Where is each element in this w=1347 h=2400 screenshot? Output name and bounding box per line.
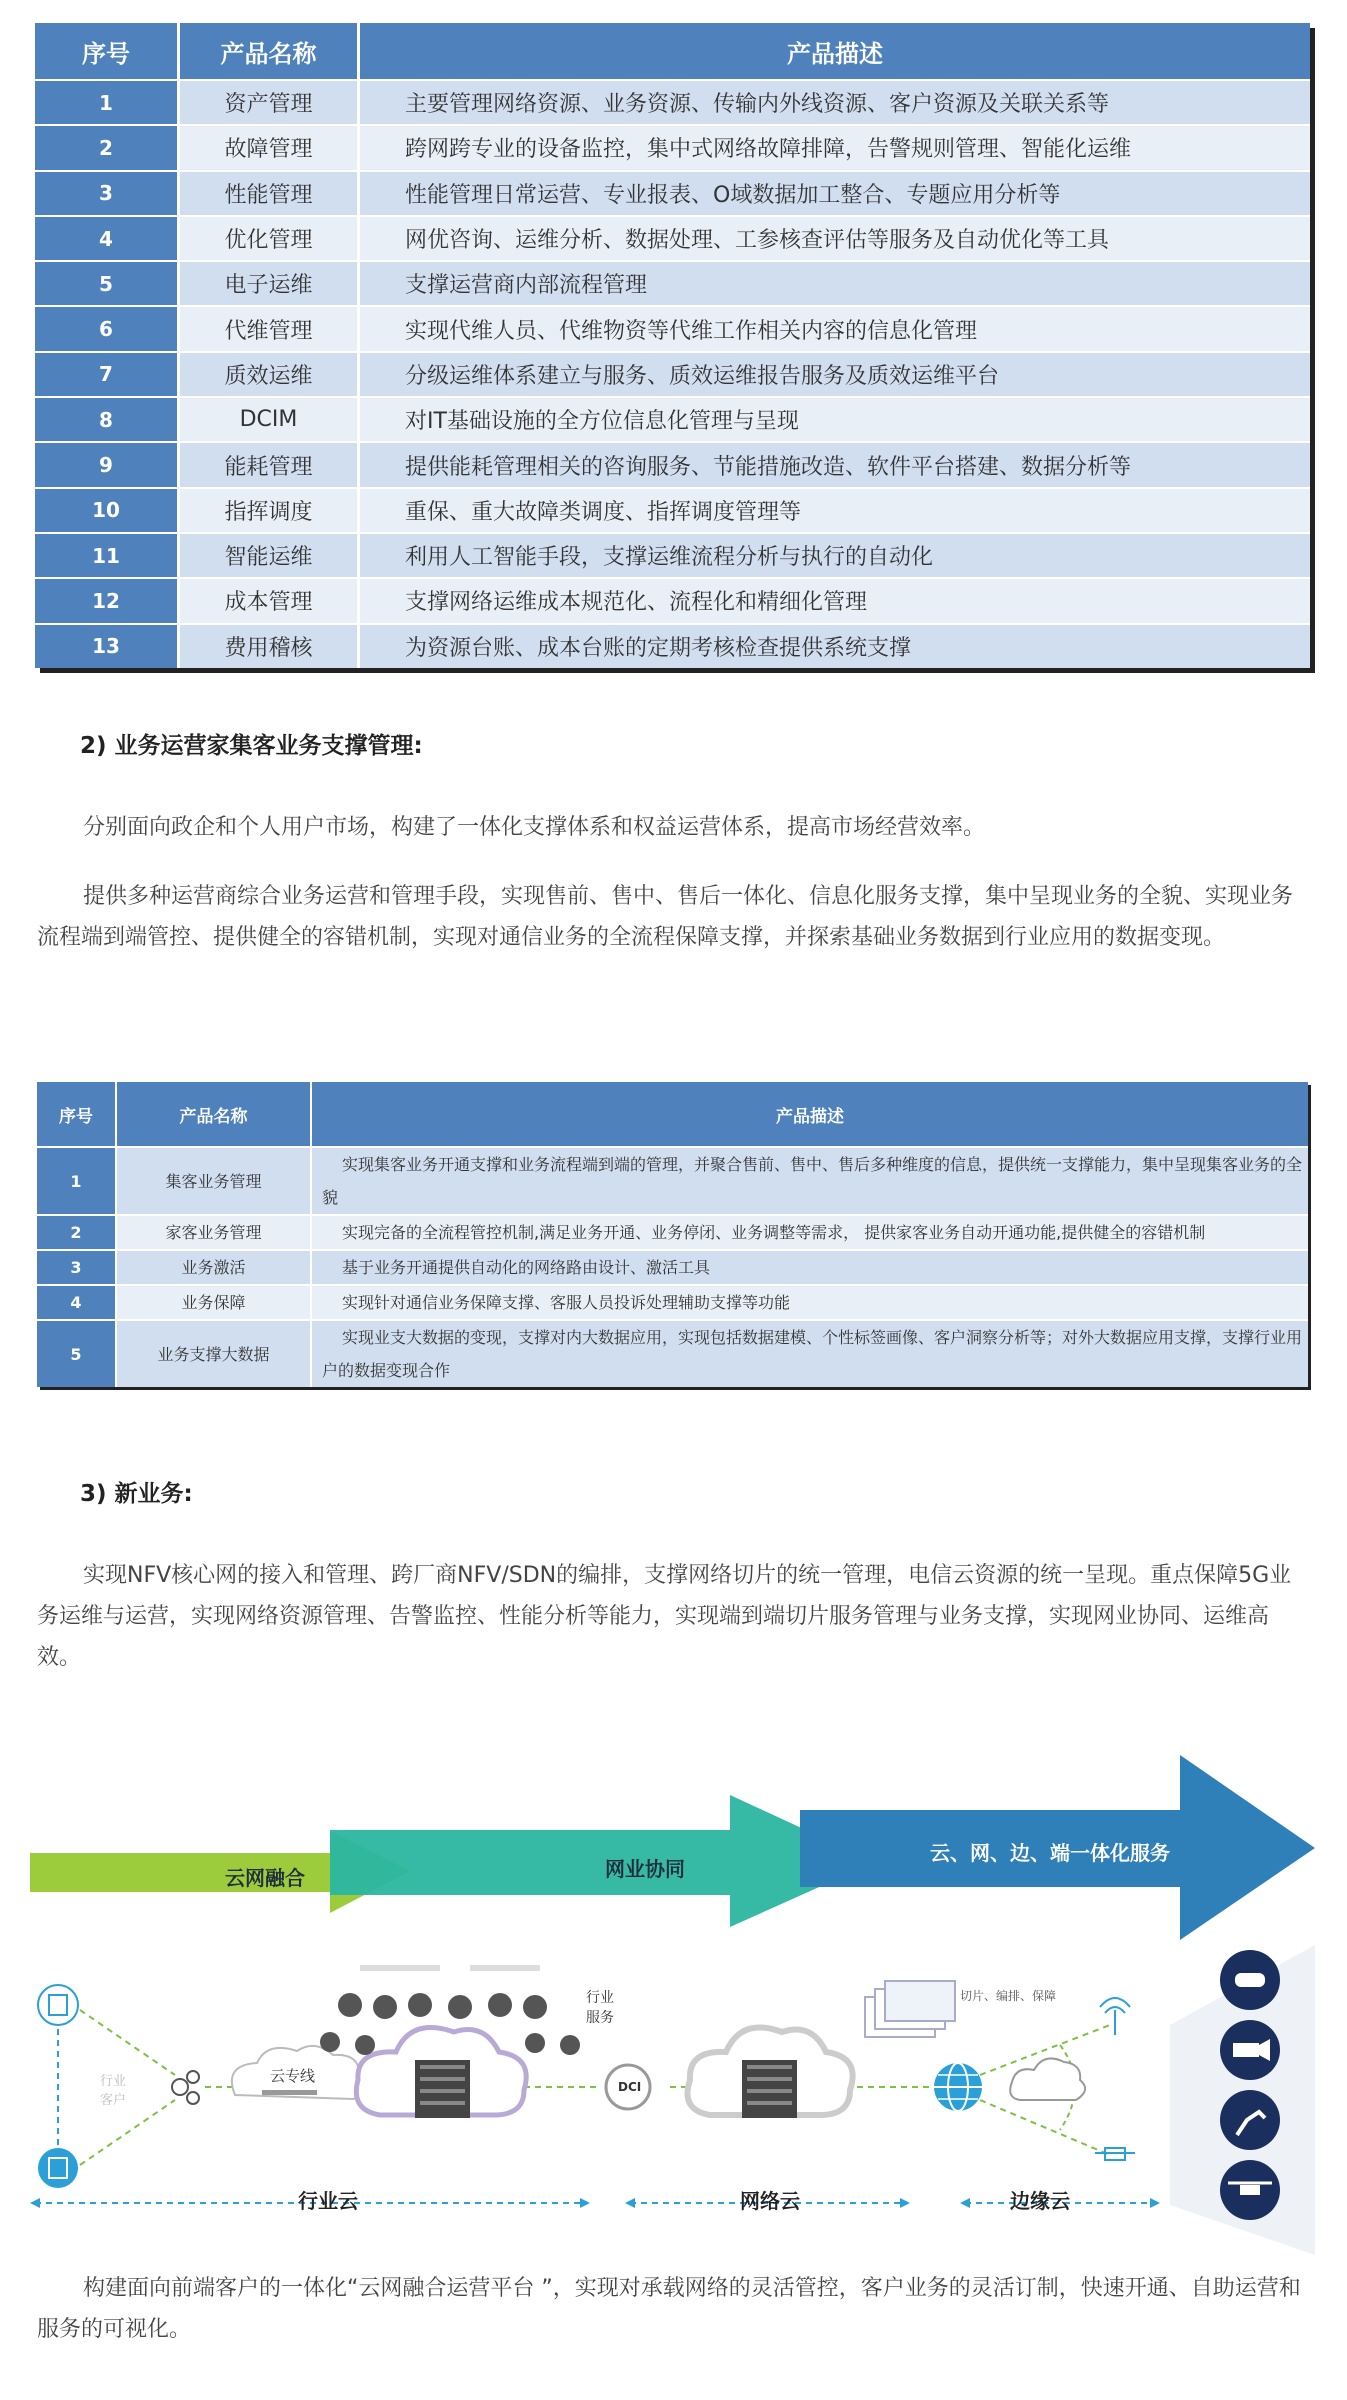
industry-customer-label: 行业 客户 — [100, 2074, 127, 2108]
table-row — [37, 1249, 1308, 1284]
cell-desc: 跨网跨专业的设备监控，集中式网络故障排障，告警规则管理、智能化运维 — [360, 124, 1310, 169]
table-row — [37, 1284, 1308, 1319]
cell-desc: 实现集客业务开通支撑和业务流程端到端的管理，并聚合售前、售中、售后多种维度的信息，提供统一支撑能力，集中呈现集客业务的全貌 — [312, 1146, 1308, 1214]
product-table-1 — [35, 23, 1310, 668]
cell-num: 5 — [37, 1319, 117, 1387]
cell-num: 11 — [35, 532, 180, 577]
cell-desc: 主要管理网络资源、业务资源、传输内外线资源、客户资源及关联关系等 — [360, 79, 1310, 124]
industry-service-label: 行业 服务 — [586, 1990, 614, 2026]
col-header-name: 产品名称 — [180, 23, 360, 79]
cell-num: 7 — [35, 351, 180, 396]
col-header-num: 序号 — [37, 1082, 117, 1146]
cell-num: 3 — [37, 1249, 117, 1284]
diagram-graphics — [30, 1755, 1315, 2255]
table-row — [37, 1319, 1308, 1387]
cell-name: 优化管理 — [180, 215, 360, 260]
cell-desc: 实现完备的全流程管控机制,满足业务开通、业务停闭、业务调整等需求， 提供家客业务自动开通功能,提供健全的容错机制 — [312, 1214, 1308, 1249]
cell-name: 费用稽核 — [180, 623, 360, 668]
antenna-icon — [1100, 1998, 1130, 2035]
cell-name: 业务保障 — [117, 1284, 312, 1319]
cell-desc: 实现代维人员、代维物资等代维工作相关内容的信息化管理 — [360, 305, 1310, 350]
cell-name: 电子运维 — [180, 260, 360, 305]
arrow-label-synergy: 网业协同 — [605, 1857, 685, 1881]
product-table-2 — [37, 1082, 1308, 1387]
cloud-line-label: 云专线 — [270, 2067, 316, 2085]
cell-num: 10 — [35, 487, 180, 532]
arrow-label-fusion: 云网融合 — [225, 1866, 305, 1890]
table-row — [35, 170, 1310, 215]
arrow-network-business-synergy — [330, 1795, 875, 1927]
cell-num: 1 — [35, 79, 180, 124]
cell-desc: 提供能耗管理相关的咨询服务、节能措施改造、软件平台搭建、数据分析等 — [360, 441, 1310, 486]
table-row — [35, 441, 1310, 486]
cell-name: 家客业务管理 — [117, 1214, 312, 1249]
cell-name: 故障管理 — [180, 124, 360, 169]
col-header-name: 产品名称 — [117, 1082, 312, 1146]
drone-small-icon — [1095, 2148, 1135, 2160]
closing-paragraph: 构建面向前端客户的一体化“云网融合运营平台 ”，实现对承载网络的灵活管控，客户业务的灵活订制，快速开通、自助运营和服务的可视化。 — [37, 2276, 1301, 2342]
industry-cloud-label: 行业云 — [298, 2189, 358, 2213]
table-row — [35, 79, 1310, 124]
cell-name: 质效运维 — [180, 351, 360, 396]
cell-name: 能耗管理 — [180, 441, 360, 486]
table-row — [37, 1214, 1308, 1249]
cell-num: 13 — [35, 623, 180, 668]
cell-desc: 重保、重大故障类调度、指挥调度管理等 — [360, 487, 1310, 532]
cell-desc: 性能管理日常运营、专业报表、O域数据加工整合、专题应用分析等 — [360, 170, 1310, 215]
cell-num: 9 — [35, 441, 180, 486]
cell-name: DCIM — [180, 396, 360, 441]
cell-desc: 实现业支大数据的变现，支撑对内大数据应用，实现包括数据建模、个性标签画像、客户洞察分析等；对外大数据应用支撑，支撑行业用户的数据变现合作 — [312, 1319, 1308, 1387]
col-header-desc: 产品描述 — [312, 1082, 1308, 1146]
cell-desc: 为资源台账、成本台账的定期考核检查提供系统支撑 — [360, 623, 1310, 668]
table-row — [35, 351, 1310, 396]
cell-num: 3 — [35, 170, 180, 215]
cell-desc: 实现针对通信业务保障支撑、客服人员投诉处理辅助支撑等功能 — [312, 1284, 1308, 1319]
cell-num: 2 — [37, 1214, 117, 1249]
col-header-desc: 产品描述 — [360, 23, 1310, 79]
cell-num: 1 — [37, 1146, 117, 1214]
cloud-network-diagram — [30, 1755, 1315, 2255]
cell-desc: 分级运维体系建立与服务、质效运维报告服务及质效运维平台 — [360, 351, 1310, 396]
cell-name: 资产管理 — [180, 79, 360, 124]
edge-cloud-icon — [1010, 2058, 1085, 2100]
table-row — [35, 215, 1310, 260]
cell-name: 集客业务管理 — [117, 1146, 312, 1214]
network-cloud-label: 网络云 — [740, 2189, 800, 2213]
section-3-paragraph-1: 实现NFV核心网的接入和管理、跨厂商NFV/SDN的编排，支撑网络切片的统一管理，电信云资源的统一呈现。重点保障5G业务运维与运营，实现网络资源管理、告警监控、性能分析等能力，实现端到端切片服务管理与业务支撑，实现网业协同、运维高效。 — [37, 1563, 1292, 1670]
cell-name: 性能管理 — [180, 170, 360, 215]
table-row — [35, 305, 1310, 350]
slice-label: 切片、编排、保障 — [960, 1989, 1057, 2003]
cell-name: 业务激活 — [117, 1249, 312, 1284]
cell-desc: 基于业务开通提供自动化的网络路由设计、激活工具 — [312, 1249, 1308, 1284]
cell-name: 代维管理 — [180, 305, 360, 350]
cell-num: 8 — [35, 396, 180, 441]
building-node-bottom-icon — [38, 2148, 78, 2188]
cell-num: 5 — [35, 260, 180, 305]
cell-num: 4 — [35, 215, 180, 260]
cell-name: 成本管理 — [180, 577, 360, 622]
edge-cloud-label: 边缘云 — [1010, 2189, 1070, 2213]
cell-name: 指挥调度 — [180, 487, 360, 532]
cell-num: 2 — [35, 124, 180, 169]
cell-num: 12 — [35, 577, 180, 622]
section-2-paragraph-2: 提供多种运营商综合业务运营和管理手段，实现售前、售中、售后一体化、信息化服务支撑，集中呈现业务的全貌、实现业务流程端到端管控、提供健全的容错机制，实现对通信业务的全流程保障支撑，并探索基础业务数据到行业应用的数据变现。 — [37, 884, 1294, 950]
cell-desc: 网优咨询、运维分析、数据处理、工参核查评估等服务及自动优化等工具 — [360, 215, 1310, 260]
cell-desc: 对IT基础设施的全方位信息化管理与呈现 — [360, 396, 1310, 441]
cell-desc: 利用人工智能手段，支撑运维流程分析与执行的自动化 — [360, 532, 1310, 577]
cell-desc: 支撑运营商内部流程管理 — [360, 260, 1310, 305]
table-row — [35, 577, 1310, 622]
table-row — [35, 623, 1310, 668]
cell-num: 6 — [35, 305, 180, 350]
table-row — [35, 487, 1310, 532]
col-header-num: 序号 — [35, 23, 180, 79]
cell-desc: 支撑网络运维成本规范化、流程化和精细化管理 — [360, 577, 1310, 622]
table-row — [35, 532, 1310, 577]
section-heading-3: 3) 新业务: — [80, 1481, 193, 1507]
building-node-top-icon — [38, 1985, 78, 2025]
table-row — [35, 396, 1310, 441]
arrow-label-integrated: 云、网、边、端一体化服务 — [930, 1841, 1170, 1865]
table-row — [35, 260, 1310, 305]
section-heading-2: 2) 业务运营家集客业务支撑管理: — [80, 733, 423, 759]
table-row — [37, 1146, 1308, 1214]
cell-name: 智能运维 — [180, 532, 360, 577]
dci-label: DCI — [618, 2080, 642, 2094]
section-2-paragraph-1: 分别面向政企和个人用户市场，构建了一体化支撑体系和权益运营体系，提高市场经营效率。 — [83, 815, 986, 840]
cell-num: 4 — [37, 1284, 117, 1319]
cell-name: 业务支撑大数据 — [117, 1319, 312, 1387]
table-row — [35, 124, 1310, 169]
